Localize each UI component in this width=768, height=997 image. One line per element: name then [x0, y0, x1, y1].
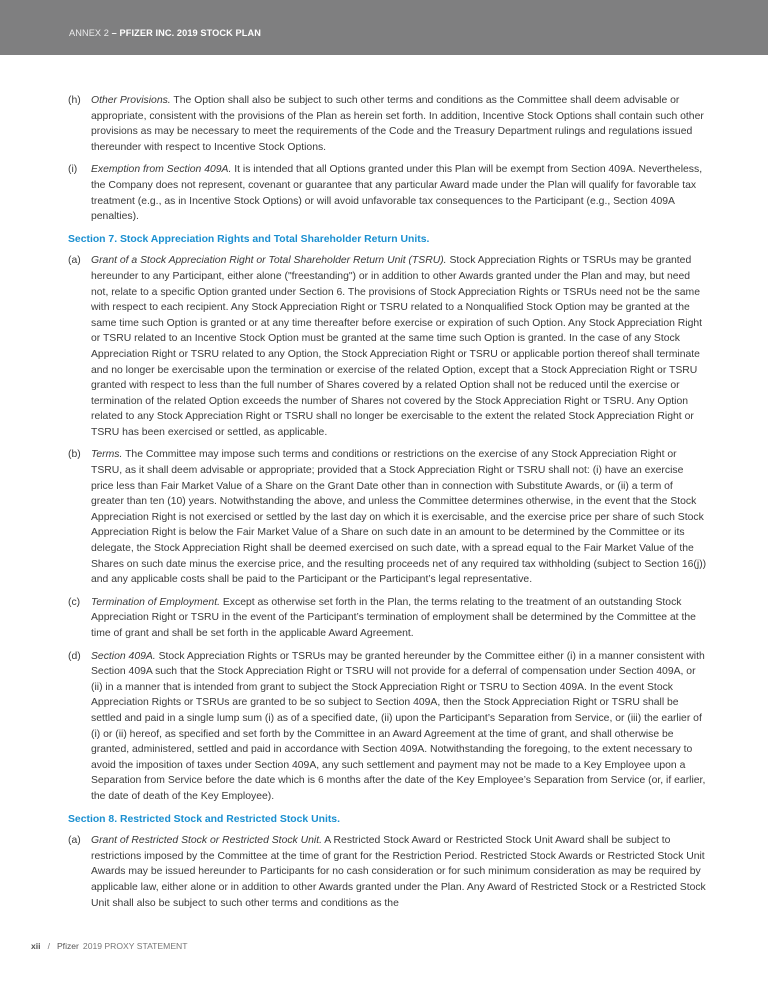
section-7-item-b	[68, 447, 708, 587]
section-7-item-d	[68, 649, 708, 805]
page-header-band	[0, 0, 768, 55]
page-number: xii	[31, 941, 41, 951]
section-7-item-c	[68, 595, 708, 642]
item-title: Terms.	[91, 449, 123, 461]
item-title: Grant of a Stock Appreciation Right or Total Shareholder Return Unit (TSRU).	[91, 255, 447, 267]
item-text: Stock Appreciation Rights or TSRUs may be granted hereunder by the Committee either (i) in a manner consistent with Section 409A such that the Stock Appreciation Right or TSRU will not provide for a deferral of compensation under Section 409A, or (ii) in a manner that is intended from grant to subject the Stock Appreciation Right or TSRU to Section 409A. In the event Stock Appreciation Rights or TSRUs are granted to be so subject to Section 409A, then the Stock Appreciation Right or TSRU shall be settled and paid in a single lump sum (i) as of a specified date, (ii) upon the Participant’s Separation from Service, or (iii) the earlier of (i) or (ii) hereof, as specified and set forth by the Committee in an Award Agreement at the time of grant, and shall otherwise be granted, administered, settled and paid in accordance with Section 409A. Notwithstanding the foregoing, to the extent necessary to avoid the imposition of taxes under Section 409A, any such settlement and payment may not be made to a Key Employee upon a Separation from Service before the date which is 6 months after the date of the Key Employee’s Separation from Service (or, if earlier, the date of death of the Key Employee).	[91, 650, 706, 802]
section-8-item-a	[68, 833, 708, 911]
item-title: Other Provisions.	[91, 95, 171, 106]
item-text: The Committee may impose such terms and conditions or restrictions on the exercise of any Stock Appreciation Right or TSRU, as it shall deem advisable or appropriate; provided that a Stock Appreciation Right or TSRU shall not: (i) have an exercise price less than Fair Market Value of a Share on the Grant Date other than in connection with Substitute Awards, or (ii) a term of greater than ten (10) years. Notwithstanding the above, and unless the Committee determines otherwise, in the event that the Stock Appreciation Right is not exercised or settled by the last day on which it is exercisable, and the exercise price per share of such Stock Appreciation Right is below the Fair Market Value of a Share on such date in an amount to be determined by the Committee or its delegate, the Stock Appreciation Right shall be deemed exercised on such date, with a spread equal to the Fair Market Value of the Shares on such date minus the exercise price, and the resulting proceeds net of any required tax withholding (subject to Section 16(j)) and any applicable costs shall be paid to the Participant or the Participant’s legal representative.	[91, 449, 707, 586]
item-title: Exemption from Section 409A.	[91, 164, 232, 176]
provision-h	[68, 93, 708, 155]
item-title: Section 409A.	[91, 650, 156, 662]
item-text: Stock Appreciation Rights or TSRUs may be granted hereunder to any Participant, either alone ("freestanding") or in addition to other Awards granted under the Plan and may, but need not, relate to a specific Option granted under Section 6. The provisions of Stock Appreciation Rights or TSRUs need not be the same with respect to each recipient. Any Stock Appreciation Right or TSRU related to a Nonqualified Stock Option may be granted at the same time such Option is granted or at any time thereafter before exercise or expiration of such Option. Any Stock Appreciation Right or TSRU related to an Incentive Stock Option must be granted at the same time such Option is granted. In the case of any Stock Appreciation Right or TSRU related to any Option, the Stock Appreciation Right or TSRU or applicable portion thereof shall terminate and no longer be exercisable upon the termination or exercise of the related Option, except that a Stock Appreciation Right or TSRU granted with respect to less than the full number of Shares covered by a related Option shall not be reduced until the exercise or termination of the related Option exceeds the number of Shares not covered by the Stock Appreciation Right or TSRU. Any Option related to any Stock Appreciation Right or TSRU shall no longer be exercisable to the extent the related Stock Appreciation Right or TSRU has been exercised or settled, as applicable.	[91, 255, 703, 438]
item-marker: (b)	[68, 449, 81, 461]
item-marker: (c)	[68, 596, 81, 608]
footer-separator: /	[47, 941, 50, 951]
footer-brand: Pfizer	[56, 941, 79, 951]
item-text: It is intended that all Options granted under this Plan will be exempt from Section 409A. Nevertheless, the Company does not represent, covenant or guarantee that any particular Award made under the Plan will qualify for favorable tax treatment (e.g., as in Incentive Stock Options) or will avoid unfavorable tax consequences to the Participant (e.g., Section 409A penalties).	[91, 164, 703, 223]
item-text: Except as otherwise set forth in the Plan, the terms relating to the treatment of an outstanding Stock Appreciation Right or TSRU in the event of the Participant’s termination of employment shall be determined by the Committee at the time of grant and shall be set forth in the applicable Award Agreement.	[91, 596, 696, 639]
section-7-item-a	[68, 253, 708, 440]
item-marker: (a)	[68, 835, 81, 847]
item-title: Termination of Employment.	[91, 596, 220, 608]
item-marker: (i)	[68, 164, 78, 176]
item-marker: (a)	[68, 255, 81, 267]
annex-label: ANNEX 2	[69, 28, 110, 38]
provision-i	[68, 162, 708, 224]
running-header	[69, 28, 261, 38]
item-marker: (d)	[68, 650, 81, 662]
page-footer	[31, 941, 188, 951]
item-text: A Restricted Stock Award or Restricted Stock Unit Award shall be subject to restrictions imposed by the Committee at the time of grant for the Restriction Period. Restricted Stock Awards or Restricted Stock Unit Awards may be issued hereunder to Participants for no cash consideration or for such minimum consideration as may be required by applicable law, either alone or in addition to other Awards granted under the Plan. Any Award of Restricted Stock or a Restricted Stock Unit shall also be subject to such other terms and conditions as the	[91, 835, 706, 909]
footer-doc-title: 2019 PROXY STATEMENT	[82, 941, 188, 951]
section-8-heading: Section 8. Restricted Stock and Restricted Stock Units.	[68, 813, 340, 825]
header-dash: –	[109, 28, 120, 38]
item-text: The Option shall also be subject to such other terms and conditions as the Committee shall deem advisable or appropriate, consistent with the provisions of the Plan as herein set forth. In addition, Incentive Stock Options shall contain such other provisions as may be necessary to meet the requirements of the Code and the Treasury Department rulings and regulations issued thereunder with respect to Incentive Stock Options.	[91, 95, 704, 153]
item-title: Grant of Restricted Stock or Restricted Stock Unit.	[91, 835, 322, 847]
section-7-heading: Section 7. Stock Appreciation Rights and Total Shareholder Return Units.	[68, 233, 430, 245]
item-marker: (h)	[68, 95, 81, 106]
header-title: PFIZER INC. 2019 STOCK PLAN	[119, 28, 261, 38]
document-body	[68, 93, 708, 918]
